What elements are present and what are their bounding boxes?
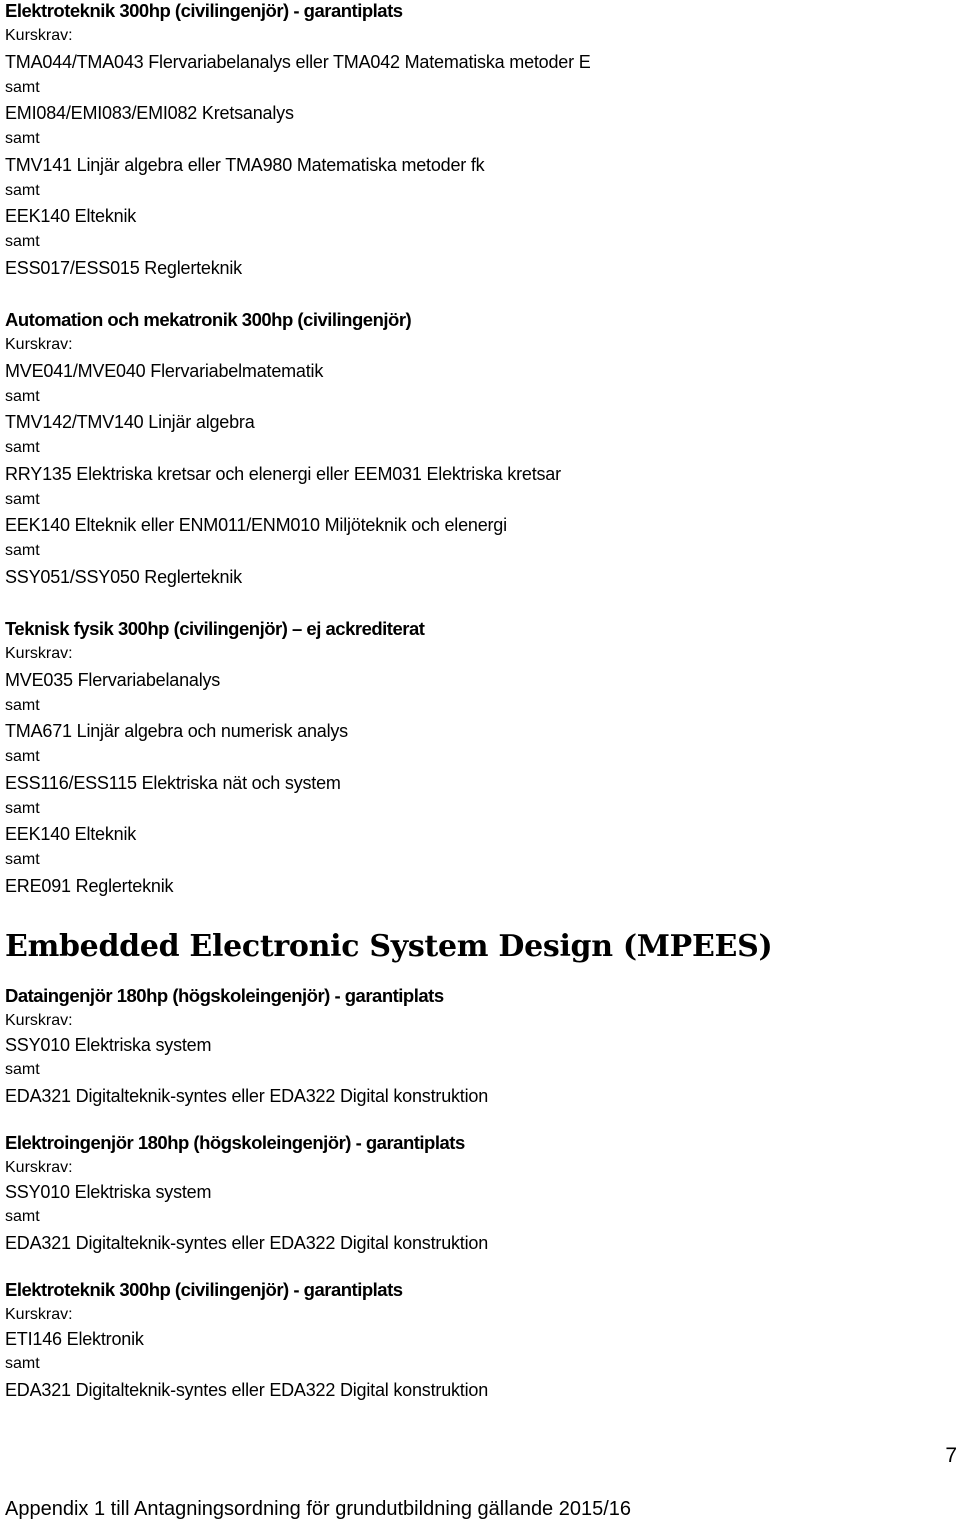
course-item: TMV142/TMV140 Linjär algebra: [5, 412, 255, 432]
connector-text: samt: [5, 182, 40, 199]
section-heading: Elektroingenjör 180hp (högskoleingenjör) - garantiplats: [5, 1132, 465, 1153]
course-item: ETI146 Elektronik: [5, 1329, 144, 1349]
course-item: EDA321 Digitalteknik-syntes eller EDA322 Digital konstruktion: [5, 1380, 489, 1400]
course-item: RRY135 Elektriska kretsar och elenergi eller EEM031 Elektriska kretsar: [5, 464, 561, 484]
course-item: TMA044/TMA043 Flervariabelanalys eller TMA042 Matematiska metoder E: [5, 52, 591, 72]
course-item: ESS017/ESS015 Reglerteknik: [5, 258, 242, 278]
course-item: MVE035 Flervariabelanalys: [5, 670, 221, 690]
connector-text: samt: [5, 800, 40, 817]
connector-text: samt: [5, 388, 40, 405]
connector-text: samt: [5, 542, 40, 559]
course-item: SSY010 Elektriska system: [5, 1035, 212, 1055]
page-number: 7: [945, 1444, 957, 1467]
course-item: EDA321 Digitalteknik-syntes eller EDA322 Digital konstruktion: [5, 1086, 489, 1106]
requirements-label: Kurskrav:: [5, 27, 73, 44]
connector-text: samt: [5, 1355, 40, 1372]
connector-text: samt: [5, 697, 40, 714]
course-item: MVE041/MVE040 Flervariabelmatematik: [5, 361, 324, 381]
course-item: EMI084/EMI083/EMI082 Kretsanalys: [5, 103, 294, 123]
course-item: SSY051/SSY050 Reglerteknik: [5, 567, 242, 587]
requirements-label: Kurskrav:: [5, 1012, 73, 1029]
section-heading: Elektroteknik 300hp (civilingenjör) - garantiplats: [5, 1279, 403, 1300]
course-item: ERE091 Reglerteknik: [5, 876, 174, 896]
course-item: EEK140 Elteknik: [5, 206, 137, 226]
requirements-label: Kurskrav:: [5, 1306, 73, 1323]
course-item: SSY010 Elektriska system: [5, 1182, 212, 1202]
requirements-label: Kurskrav:: [5, 336, 73, 353]
section-heading: Dataingenjör 180hp (högskoleingenjör) - garantiplats: [5, 985, 444, 1006]
connector-text: samt: [5, 439, 40, 456]
course-item: EDA321 Digitalteknik-syntes eller EDA322 Digital konstruktion: [5, 1233, 489, 1253]
connector-text: samt: [5, 79, 40, 96]
course-item: EEK140 Elteknik: [5, 824, 137, 844]
section-heading: Teknisk fysik 300hp (civilingenjör) – ej ackrediterat: [5, 618, 425, 639]
course-item: TMV141 Linjär algebra eller TMA980 Matematiska metoder fk: [5, 155, 485, 175]
section-heading: Elektroteknik 300hp (civilingenjör) - garantiplats: [5, 0, 403, 21]
connector-text: samt: [5, 1061, 40, 1078]
page-footer: Appendix 1 till Antagningsordning för grundutbildning gällande 2015/16: [5, 1498, 632, 1520]
course-item: TMA671 Linjär algebra och numerisk analys: [5, 721, 348, 741]
connector-text: samt: [5, 491, 40, 508]
course-item: EEK140 Elteknik eller ENM011/ENM010 Miljöteknik och elenergi: [5, 515, 507, 535]
connector-text: samt: [5, 748, 40, 765]
connector-text: samt: [5, 233, 40, 250]
connector-text: samt: [5, 1208, 40, 1225]
requirements-label: Kurskrav:: [5, 1159, 73, 1176]
section-heading: Automation och mekatronik 300hp (civilingenjör): [5, 309, 412, 330]
course-item: ESS116/ESS115 Elektriska nät och system: [5, 773, 341, 793]
requirements-label: Kurskrav:: [5, 645, 73, 662]
connector-text: samt: [5, 851, 40, 868]
program-title: Embedded Electronic System Design (MPEES): [5, 929, 773, 964]
connector-text: samt: [5, 130, 40, 147]
